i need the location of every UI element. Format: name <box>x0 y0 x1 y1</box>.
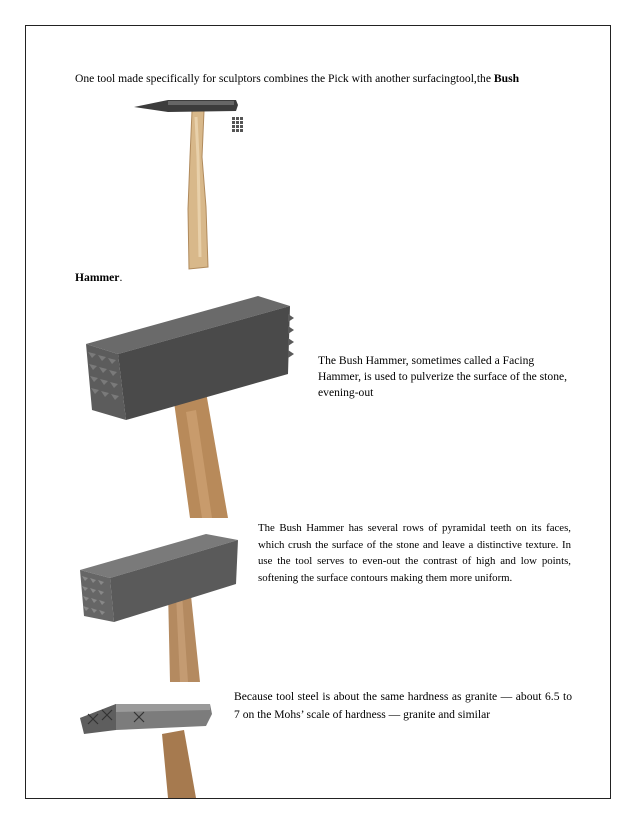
intro-bold: Bush <box>493 72 520 85</box>
hammer-bold: Hammer <box>75 271 120 284</box>
paragraph-tool-steel: Because tool steel is about the same hardness as granite — about 6.5 to 7 on the Mohs’ scale of hardness — granite and similar <box>234 690 572 721</box>
intro-sentence <box>75 70 595 87</box>
intro-text: One tool made specifically for sculptors combines the Pick with another surfacingtool,the <box>75 72 494 85</box>
bush-hammer-large-image <box>78 292 298 518</box>
hammer-word <box>75 269 122 286</box>
paragraph-facing-hammer: The Bush Hammer, sometimes called a Facing Hammer, is used to pulverize the surface of the stone, evening-out <box>318 354 568 399</box>
paragraph-pyramidal-teeth: The Bush Hammer has several rows of pyramidal teeth on its faces, which crush the surface of the stone and leave a distinctive texture. In use the tool serves to even-out the contrast of high and low points, softening the surface contours making them more uniform. <box>258 522 571 584</box>
bush-hammer-medium-image <box>76 530 242 682</box>
hammer-tail: . <box>119 271 123 284</box>
pick-bush-hammer-image <box>128 97 248 275</box>
bush-hammer-pick-image <box>76 700 216 798</box>
